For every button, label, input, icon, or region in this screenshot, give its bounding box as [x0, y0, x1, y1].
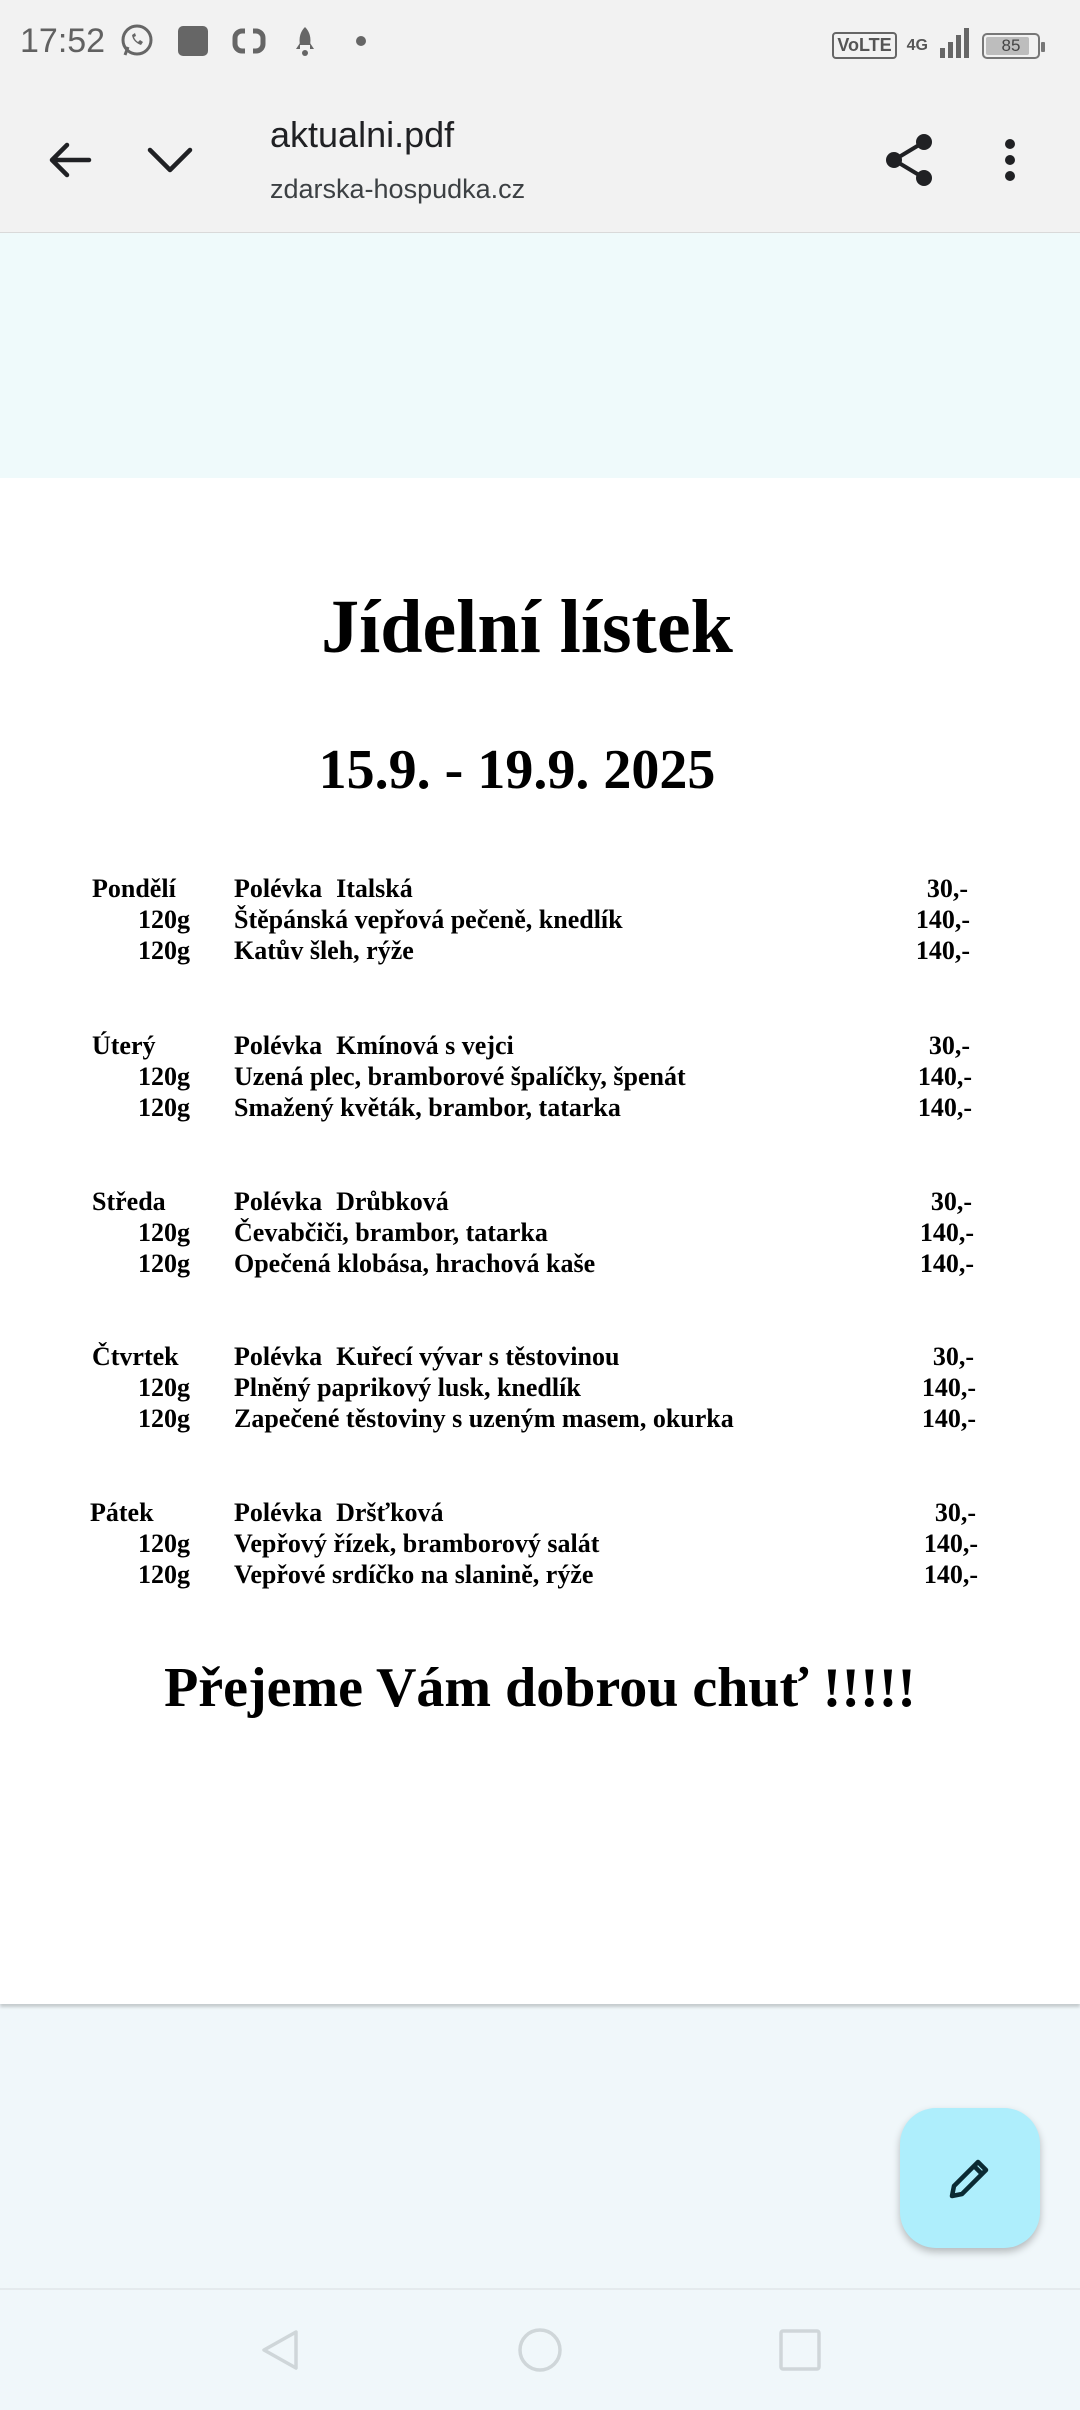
menu-price: 30,-: [930, 1187, 972, 1216]
menu-main-dish: [234, 936, 414, 966]
menu-soup-label: Polévka: [234, 1031, 323, 1060]
network-type: 4G: [906, 36, 928, 54]
menu-price: 140,-: [917, 1062, 972, 1091]
menu-dish-name: Vepřové srdíčko na slanině, rýže: [234, 1560, 594, 1589]
menu-price: 140,-: [915, 905, 970, 934]
menu-portion: 120g: [138, 1373, 190, 1402]
menu-date-range: 15.9. - 19.9. 2025: [318, 739, 716, 801]
menu-day-name: Pondělí: [92, 874, 176, 903]
collapse-button[interactable]: [134, 124, 206, 196]
menu-dish-name: Italská: [336, 874, 413, 903]
menu-portion: 120g: [138, 1404, 190, 1433]
menu-price: 140,-: [923, 1560, 978, 1589]
back-arrow-icon: [47, 137, 93, 183]
menu-soup-label: Polévka: [234, 1498, 323, 1527]
more-vertical-icon: [1000, 136, 1020, 184]
nav-home-icon: [516, 2326, 564, 2374]
volte-badge: VoLTE: [832, 32, 896, 59]
menu-main-dish: [234, 1529, 599, 1559]
status-bar: [0, 0, 1080, 88]
back-button[interactable]: [34, 124, 106, 196]
menu-price: 140,-: [921, 1404, 976, 1433]
document-title: aktualni.pdf: [270, 114, 455, 155]
status-time: 17:52: [20, 22, 106, 60]
menu-price: 30,-: [934, 1498, 976, 1527]
menu-dish-name: Čevabčiči, brambor, tatarka: [234, 1218, 548, 1247]
battery-level: 85: [1001, 35, 1021, 55]
menu-dish-name: Vepřový řízek, bramborový salát: [234, 1529, 600, 1558]
menu-price: 30,-: [926, 874, 968, 903]
battery-icon: [982, 33, 1040, 59]
menu-dish-name: Kuřecí vývar s těstovinou: [336, 1342, 620, 1371]
menu-dish-name: Kmínová s vejci: [336, 1031, 514, 1060]
menu-portion: 120g: [138, 1093, 190, 1122]
menu-day-name: Pátek: [90, 1498, 154, 1527]
menu-main-dish: [234, 905, 623, 935]
menu-dish-name: Opečená klobása, hrachová kaše: [234, 1249, 596, 1278]
menu-soup: [234, 1187, 449, 1217]
menu-soup-label: Polévka: [234, 874, 323, 903]
nav-back-icon: [258, 2326, 302, 2374]
edit-pencil-icon: [944, 2152, 996, 2204]
menu-main-dish: [234, 1560, 593, 1590]
menu-soup: [234, 874, 413, 904]
menu-day-name: Úterý: [92, 1031, 156, 1060]
menu-portion: 120g: [138, 1560, 190, 1589]
menu-soup: [234, 1342, 619, 1372]
nav-home-button[interactable]: [510, 2320, 570, 2380]
menu-price: 140,-: [923, 1529, 978, 1558]
share-icon: [884, 132, 936, 188]
menu-main-dish: [234, 1249, 595, 1279]
menu-main-dish: [234, 1062, 686, 1092]
menu-soup: [234, 1498, 444, 1528]
pdf-page[interactable]: [0, 478, 1080, 2004]
rocket-icon: [286, 22, 324, 60]
menu-portion: 120g: [138, 905, 190, 934]
more-options-button[interactable]: [974, 124, 1046, 196]
menu-price: 140,-: [919, 1218, 974, 1247]
menu-portion: 120g: [138, 936, 190, 965]
system-navigation-bar: [0, 2288, 1080, 2410]
menu-price: 140,-: [921, 1373, 976, 1402]
menu-main-dish: [234, 1373, 581, 1403]
menu-price: 140,-: [919, 1249, 974, 1278]
menu-portion: 120g: [138, 1218, 190, 1247]
pdf-toolbar: [0, 88, 1080, 234]
edit-fab[interactable]: [900, 2108, 1040, 2248]
menu-dish-name: Zapečené těstoviny s uzeným masem, okurka: [234, 1404, 734, 1433]
signal-icon: [938, 26, 972, 65]
menu-portion: 120g: [138, 1249, 190, 1278]
menu-soup: [234, 1031, 514, 1061]
menu-price: 140,-: [917, 1093, 972, 1122]
menu-main-dish: [234, 1218, 548, 1248]
document-viewer-background: [0, 233, 1080, 478]
menu-dish-name: Katův šleh, rýže: [234, 936, 414, 965]
menu-portion: 120g: [138, 1062, 190, 1091]
whatsapp-icon: [118, 22, 156, 60]
menu-price: 30,-: [932, 1342, 974, 1371]
menu-soup-label: Polévka: [234, 1342, 323, 1371]
menu-price: 140,-: [915, 936, 970, 965]
dot-icon: [342, 22, 380, 60]
menu-dish-name: Smažený květák, brambor, tatarka: [234, 1093, 621, 1122]
nav-recents-icon: [777, 2327, 823, 2373]
nav-recents-button[interactable]: [770, 2320, 830, 2380]
menu-dish-name: Dršťková: [336, 1498, 444, 1527]
menu-title: Jídelní lístek: [321, 585, 733, 669]
menu-main-dish: [234, 1404, 734, 1434]
menu-day-name: Středa: [92, 1187, 166, 1216]
share-button[interactable]: [874, 124, 946, 196]
chevron-down-icon: [145, 137, 195, 183]
menu-portion: 120g: [138, 1529, 190, 1558]
menu-dish-name: Plněný paprikový lusk, knedlík: [234, 1373, 581, 1402]
menu-dish-name: Štěpánská vepřová pečeně, knedlík: [234, 905, 623, 934]
menu-footer: Přejeme Vám dobrou chuť !!!!!: [164, 1657, 916, 1719]
status-notification-icons: [118, 22, 380, 60]
document-source: zdarska-hospudka.cz: [270, 174, 526, 204]
status-system-icons: [832, 26, 1040, 65]
app-link-icon: [230, 22, 268, 60]
app-square-icon: [174, 22, 212, 60]
menu-price: 30,-: [928, 1031, 970, 1060]
menu-dish-name: Uzená plec, bramborové špalíčky, špenát: [234, 1062, 686, 1091]
menu-day-name: Čtvrtek: [92, 1342, 179, 1371]
menu-soup-label: Polévka: [234, 1187, 323, 1216]
menu-main-dish: [234, 1093, 621, 1123]
menu-dish-name: Drůbková: [336, 1187, 449, 1216]
nav-back-button[interactable]: [250, 2320, 310, 2380]
